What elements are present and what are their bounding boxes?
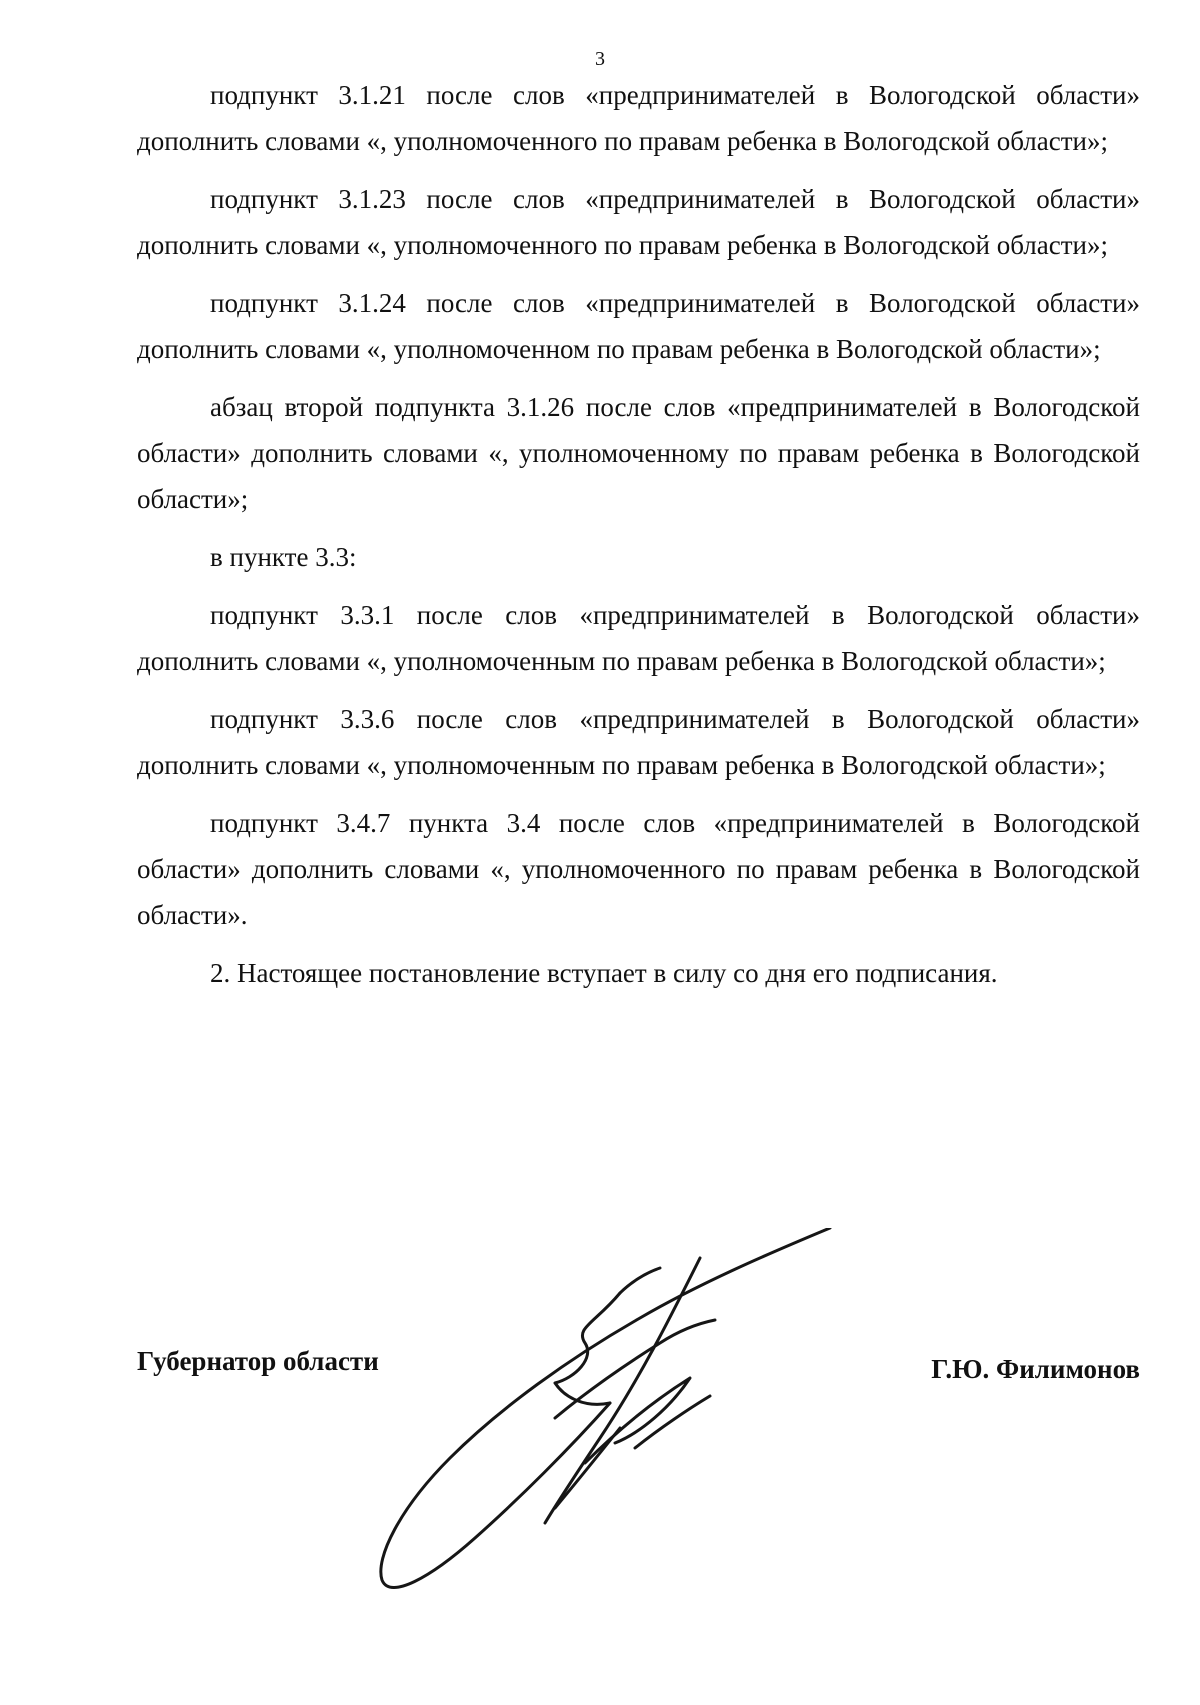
paragraph-3-1-26: абзац второй подпункта 3.1.26 после слов «предпринимателей в Вологодской области» дополнить словами «, уполномоченному по правам ребенка в Вологодской области»;	[137, 392, 1140, 514]
page-number: 3	[595, 48, 605, 70]
paragraph-clause-3-3: в пункте 3.3:	[210, 542, 357, 572]
paragraph-3-1-21: подпункт 3.1.21 после слов «предпринимателей в Вологодской области» дополнить словами «, уполномоченного по правам ребенка в Вологодской области»;	[137, 80, 1140, 156]
paragraph-effective-date: 2. Настоящее постановление вступает в силу со дня его подписания.	[210, 958, 998, 988]
paragraph-3-3-1: подпункт 3.3.1 после слов «предпринимателей в Вологодской области» дополнить словами «, уполномоченным по правам ребенка в Вологодской области»;	[137, 600, 1140, 676]
paragraph-3-1-23: подпункт 3.1.23 после слов «предпринимателей в Вологодской области» дополнить словами «, уполномоченного по правам ребенка в Вологодской области»;	[137, 184, 1140, 260]
paragraph-3-3-6: подпункт 3.3.6 после слов «предпринимателей в Вологодской области» дополнить словами «, уполномоченным по правам ребенка в Вологодской области»;	[137, 704, 1140, 780]
document-body	[137, 72, 1140, 1008]
signatory-title: Губернатор области	[137, 1346, 379, 1376]
paragraph-3-1-24: подпункт 3.1.24 после слов «предпринимателей в Вологодской области» дополнить словами «, уполномоченном по правам ребенка в Вологодской области»;	[137, 288, 1140, 364]
handwritten-signature	[370, 1228, 910, 1598]
paragraph-3-4-7: подпункт 3.4.7 пункта 3.4 после слов «предпринимателей в Вологодской области» дополнить словами «, уполномоченного по правам ребенка в Вологодской области».	[137, 808, 1140, 930]
signatory-name: Г.Ю. Филимонов	[931, 1354, 1140, 1384]
